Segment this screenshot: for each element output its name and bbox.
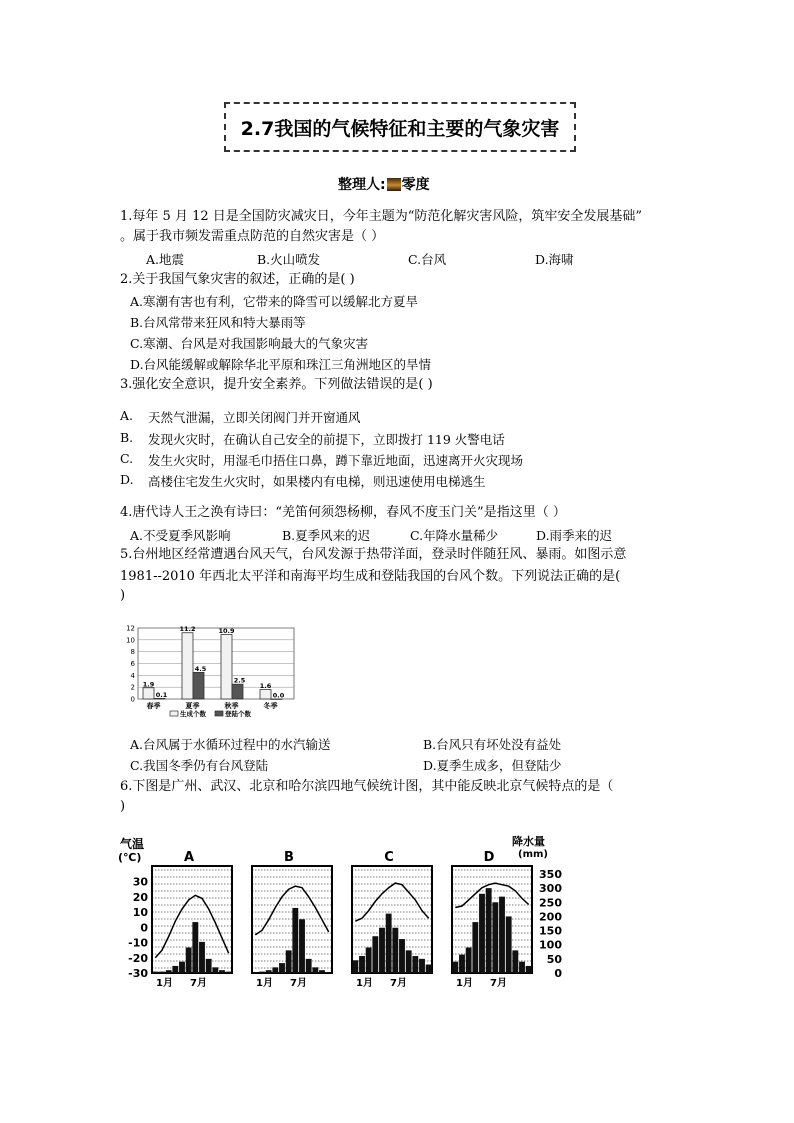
legend-label-generated: 生成个数 (180, 710, 206, 718)
temp-tick-label: 10 (132, 906, 148, 920)
x-label-jul: 7月 (490, 978, 507, 988)
precip-bar (426, 965, 432, 973)
y-tick-label: 4 (130, 671, 135, 680)
precip-bar (272, 967, 278, 973)
value-label-landed: 0.1 (155, 690, 168, 699)
temp-tick-label: -20 (128, 951, 148, 965)
precip-bar (492, 902, 498, 973)
precip-bar (152, 972, 158, 973)
q4-option-b[interactable]: B.夏季风来的迟 (282, 528, 371, 543)
q6-line1: 6.下图是广州、武汉、北京和哈尔滨四地气候统计图，其中能反映北京气候特点的是（ (120, 779, 614, 794)
value-label-generated: 1.6 (259, 682, 272, 691)
precip-bar (192, 922, 198, 973)
precip-bar (279, 963, 285, 973)
author-name: 零度 (401, 177, 430, 193)
x-label-jan: 1月 (456, 978, 473, 988)
temp-tick-label: 30 (132, 875, 148, 889)
precip-bar (312, 967, 318, 973)
precip-bar (179, 962, 185, 973)
precip-tick-label: 350 (539, 868, 562, 881)
precip-bar (386, 914, 392, 973)
value-label-generated: 11.2 (179, 625, 196, 634)
precip-bar (206, 959, 212, 973)
page-title: 2.7我国的气候特征和主要的气象灾害 (240, 117, 560, 140)
y-tick-label: 10 (126, 636, 135, 645)
panel-frame (252, 866, 332, 973)
right-axis-label: 降水量 (512, 835, 545, 848)
precip-bar (166, 970, 172, 973)
precip-bar (172, 966, 178, 973)
value-label-generated: 10.9 (218, 627, 235, 636)
q2-option-b[interactable]: B.台风常带来狂风和特大暴雨等 (130, 315, 306, 330)
panel-label-b: B (284, 850, 294, 865)
precip-bar (359, 956, 365, 973)
q4-stem: 4.唐代诗人王之涣有诗曰：“羌笛何须怨杨柳，春风不度玉门关”是指这里（ ） (120, 505, 566, 520)
y-tick-label: 8 (130, 648, 135, 657)
q1-option-b[interactable]: B.火山喷发 (257, 252, 321, 267)
temp-tick-label: 0 (140, 921, 148, 935)
q5-line3: ) (120, 588, 126, 603)
q5-option-d[interactable]: D.夏季生成多，但登陆少 (423, 758, 562, 773)
precip-bar (299, 919, 305, 973)
precip-tick-label: 250 (539, 896, 562, 910)
q3-option-c-text[interactable]: 发生火灾时，用湿毛巾捂住口鼻，蹲下靠近地面，迅速离开火灾现场 (148, 453, 524, 468)
precip-bar (259, 972, 265, 973)
q3-option-a-letter[interactable]: A. (120, 408, 134, 423)
precip-bar (366, 948, 372, 973)
panel-label-d: D (483, 850, 495, 865)
precip-bar (419, 959, 425, 973)
x-label-jan: 1月 (156, 978, 173, 988)
precip-bar (266, 970, 272, 973)
legend-swatch-landed (215, 711, 223, 716)
bar-generated (182, 633, 193, 699)
value-label-landed: 2.5 (233, 676, 246, 685)
precip-bar (212, 967, 218, 973)
temp-tick-label: -10 (128, 936, 148, 950)
x-category-label: 冬季 (263, 702, 278, 710)
precip-bar (199, 942, 205, 973)
precip-tick-label: 150 (539, 924, 562, 938)
precip-bar (466, 948, 472, 973)
precip-bar (286, 950, 292, 973)
precip-tick-label: 300 (539, 882, 562, 896)
q1-line2: 。属于我市频发需重点防范的自然灾害是（ ） (120, 229, 385, 244)
q3-option-d-text[interactable]: 高楼住宅发生火灾时，如果楼内有电梯，则迅速使用电梯逃生 (148, 474, 486, 489)
panel-label-a: A (183, 850, 195, 865)
x-label-jan: 1月 (256, 978, 273, 988)
left-axis-label: 气温 (120, 837, 145, 851)
precip-bar (459, 955, 465, 973)
temp-tick-label: -30 (128, 967, 148, 980)
precip-bar (226, 972, 232, 973)
value-label-landed: 0.0 (272, 691, 285, 700)
y-tick-label: 0 (130, 695, 135, 704)
precip-bar (372, 936, 378, 973)
y-tick-label: 12 (126, 624, 135, 633)
precip-bar (319, 970, 325, 973)
q2-option-a[interactable]: A.寒潮有害也有利，它带来的降雪可以缓解北方夏旱 (130, 294, 419, 309)
precip-tick-label: 100 (539, 938, 562, 952)
precip-tick-label: 0 (554, 967, 562, 980)
author-line (338, 174, 430, 194)
y-tick-label: 2 (130, 683, 135, 692)
precip-bar (379, 928, 385, 973)
x-category-label: 秋季 (224, 702, 239, 710)
precip-bar (412, 956, 418, 973)
value-label-landed: 4.5 (194, 664, 207, 673)
q6-line2: ) (120, 799, 126, 814)
precip-bar (519, 962, 525, 973)
q3-option-d-letter[interactable]: D. (120, 472, 134, 487)
x-category-label: 春季 (146, 702, 161, 710)
precip-bar (499, 897, 505, 973)
precip-bar (292, 908, 298, 973)
q3-stem: 3.强化安全意识，提升安全素养。下列做法错误的是( ) (120, 377, 433, 392)
q2-stem: 2.关于我国气象灾害的叙述，正确的是( ) (120, 272, 355, 287)
bar-generated (221, 635, 232, 699)
q3-option-a-text[interactable]: 天然气泄漏，立即关闭阀门并开窗通风 (148, 410, 361, 425)
precip-bar (399, 939, 405, 973)
q5-option-c[interactable]: C.我国冬季仍有台风登陆 (130, 758, 269, 773)
precip-bar (186, 948, 192, 973)
x-label-jul: 7月 (390, 978, 407, 988)
q5-option-b[interactable]: B.台风只有坏处没有益处 (423, 737, 562, 752)
right-axis-unit: (mm) (518, 849, 548, 860)
title-box (224, 102, 576, 152)
precip-bar (406, 950, 412, 973)
precip-bar (479, 894, 485, 973)
legend-swatch-generated (170, 711, 178, 716)
q3-option-b-letter[interactable]: B. (120, 430, 134, 445)
precip-bar (159, 972, 165, 973)
bar-landed (193, 672, 204, 699)
q3-option-b-text[interactable]: 发现火灾时，在确认自己安全的前提下，立即拨打 119 火警电话 (148, 432, 505, 447)
precip-bar (326, 972, 332, 973)
bar-generated (143, 688, 154, 699)
typhoon-bar-chart (118, 620, 298, 720)
precip-bar (472, 922, 478, 973)
q1-option-a[interactable]: A.地震 (146, 252, 185, 267)
x-label-jan: 1月 (356, 978, 373, 988)
legend-label-landed: 登陆个数 (225, 710, 251, 718)
q1-option-c[interactable]: C.台风 (408, 252, 447, 267)
precip-bar (306, 959, 312, 973)
precip-bar (506, 916, 512, 973)
panel-label-c: C (384, 850, 394, 865)
q3-option-c-letter[interactable]: C. (120, 451, 134, 466)
bar-generated (260, 690, 271, 699)
temp-tick-label: 20 (132, 890, 148, 904)
q1-line1: 1.每年 5 月 12 日是全国防灾减灾日，今年主题为“防范化解灾害风险，筑牢安全发展基础” (120, 209, 643, 224)
x-category-label: 夏季 (185, 702, 200, 710)
q4-option-a[interactable]: A.不受夏季风影响 (130, 528, 231, 543)
precip-bar (352, 960, 358, 973)
precip-bar (512, 950, 518, 973)
q2-option-d[interactable]: D.台风能缓解或解除华北平原和珠江三角洲地区的旱情 (130, 357, 432, 372)
q4-option-d[interactable]: D.雨季来的迟 (536, 528, 613, 543)
q5-line1: 5.台州地区经常遭遇台风天气，台风发源于热带洋面，登录时伴随狂风、暴雨。如图示意 (120, 547, 627, 562)
q1-option-d[interactable]: D.海啸 (535, 252, 574, 267)
x-label-jul: 7月 (190, 978, 207, 988)
left-axis-unit: (℃) (118, 851, 142, 864)
bar-landed (232, 684, 243, 699)
precip-bar (219, 970, 225, 973)
panel-frame (152, 866, 232, 973)
q5-line2: 1981--2010 年西北太平洋和南海平均生成和登陆我国的台风个数。下列说法正确的是( (120, 569, 621, 584)
precip-bar (252, 972, 258, 973)
precip-bar (526, 966, 532, 973)
climate-charts (116, 834, 566, 988)
precip-bar (452, 962, 458, 973)
precip-tick-label: 200 (539, 910, 562, 924)
precip-bar (486, 888, 492, 973)
x-label-jul: 7月 (290, 978, 307, 988)
precip-tick-label: 50 (546, 952, 562, 966)
value-label-generated: 1.9 (142, 680, 155, 689)
y-tick-label: 6 (130, 660, 135, 668)
author-avatar-icon (387, 178, 401, 191)
q2-option-c[interactable]: C.寒潮、台风是对我国影响最大的气象灾害 (130, 336, 369, 351)
precip-bar (392, 928, 398, 973)
q5-option-a[interactable]: A.台风属于水循环过程中的水汽输送 (130, 737, 331, 752)
q4-option-c[interactable]: C.年降水量稀少 (410, 528, 499, 543)
author-label: 整理人: (338, 177, 386, 193)
